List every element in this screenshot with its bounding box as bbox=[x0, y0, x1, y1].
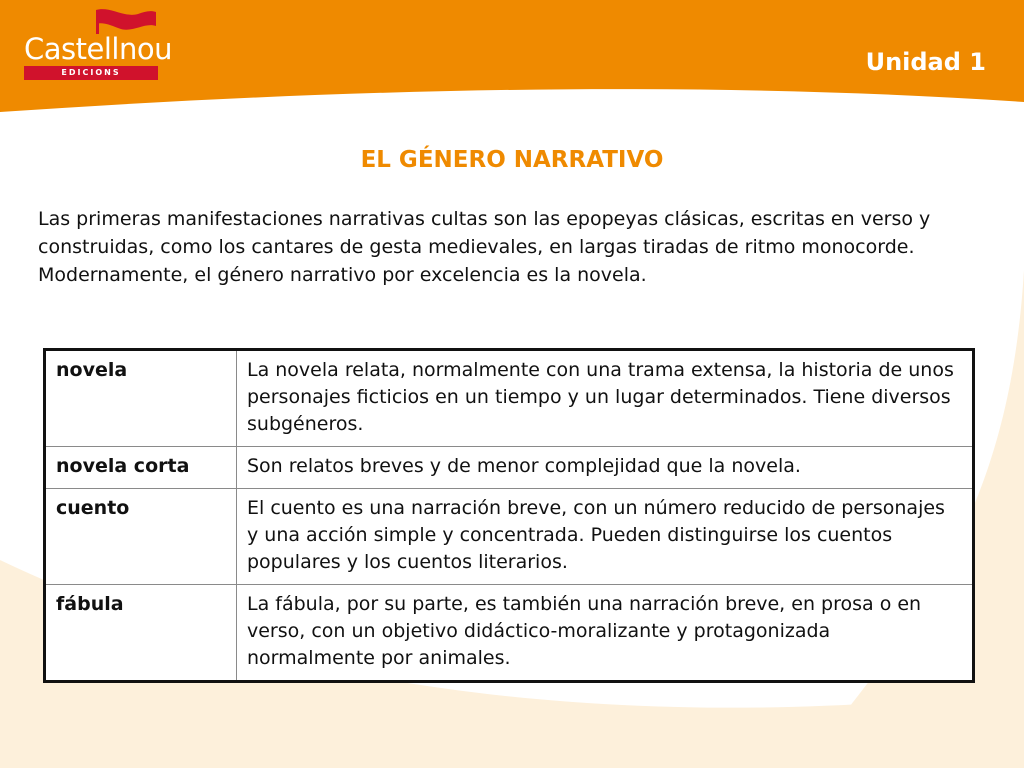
logo-wordmark: Castellnou bbox=[24, 32, 172, 66]
genre-term: fábula bbox=[45, 585, 237, 682]
genre-definition: El cuento es una narración breve, con un número reducido de personajes y una acción simple y concentrada. Pueden distinguirse los cuentos populares y los cuentos literarios. bbox=[237, 489, 974, 585]
page-title: EL GÉNERO NARRATIVO bbox=[360, 147, 664, 173]
table-row bbox=[45, 489, 974, 585]
table-row bbox=[45, 350, 974, 447]
table-row bbox=[45, 585, 974, 682]
genre-term: novela corta bbox=[45, 447, 237, 489]
logo-subtitle: EDICIONS bbox=[24, 66, 158, 80]
genre-definition: Son relatos breves y de menor complejidad que la novela. bbox=[237, 447, 974, 489]
genre-definition: La novela relata, normalmente con una trama extensa, la historia de unos personajes ficticios en un tiempo y un lugar determinados. Tiene diversos subgéneros. bbox=[237, 350, 974, 447]
genre-definition: La fábula, por su parte, es también una narración breve, en prosa o en verso, con un objetivo didáctico-moralizante y protagonizada normalmente por animales. bbox=[237, 585, 974, 682]
intro-paragraph: Las primeras manifestaciones narrativas cultas son las epopeyas clásicas, escritas en verso y construidas, como los cantares de gesta medievales, en largas tiradas de ritmo monocorde. Modernamente, el género narrativo por excelencia es la novela. bbox=[38, 208, 931, 286]
castellnou-logo bbox=[22, 8, 172, 80]
genre-table bbox=[43, 348, 975, 683]
table-row bbox=[45, 447, 974, 489]
genre-term: novela bbox=[45, 350, 237, 447]
unit-label: Unidad 1 bbox=[865, 48, 986, 76]
genre-term: cuento bbox=[45, 489, 237, 585]
